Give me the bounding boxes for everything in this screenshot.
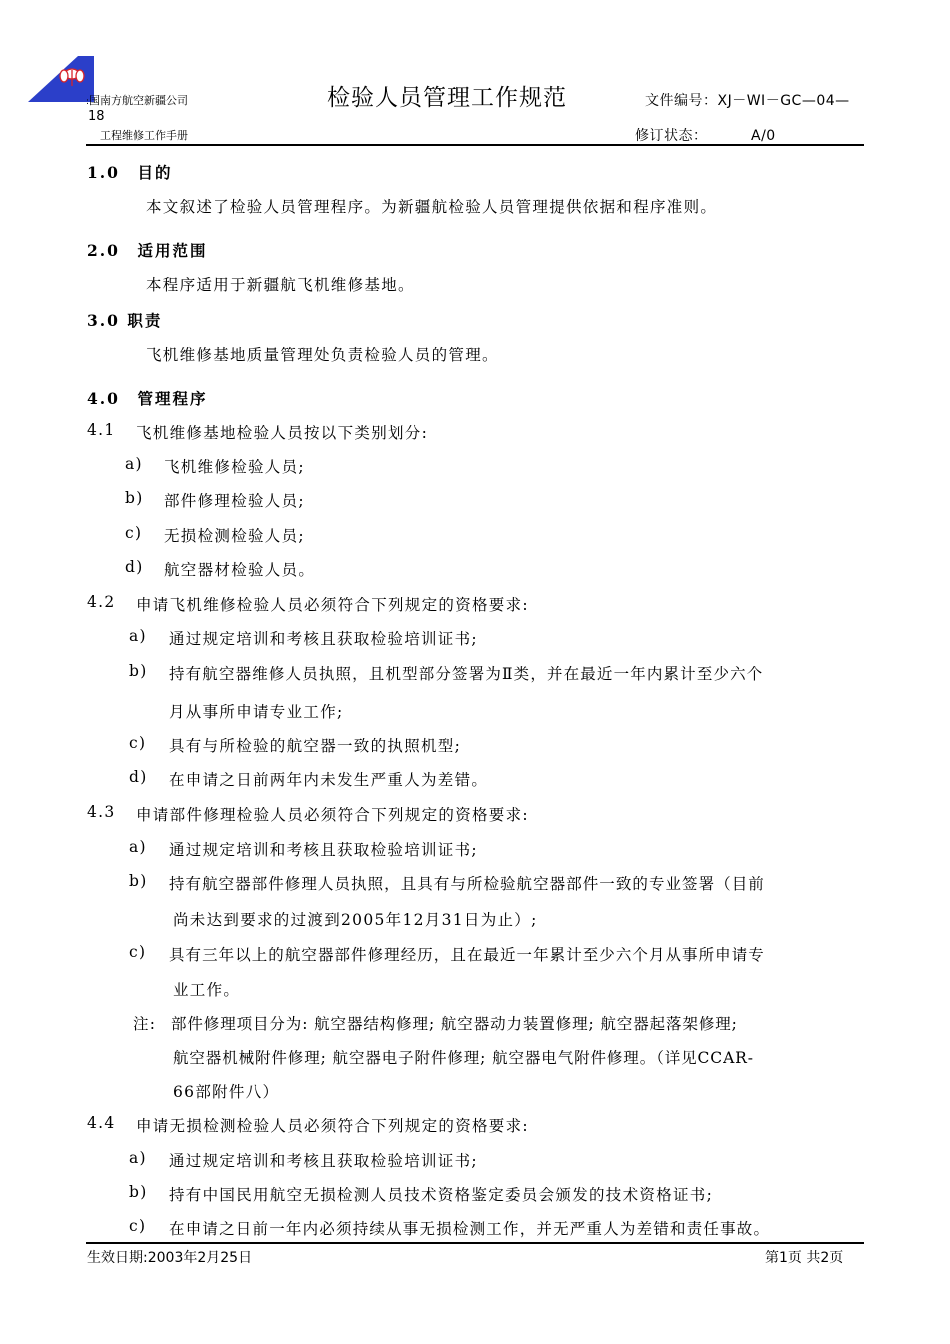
list-item-text: 具有三年以上的航空器部件修理经历，且在最近一年累计至少六个月从事所申请专 [169, 946, 765, 964]
clause-4-4-text: 申请无损检测检验人员必须符合下列规定的资格要求: [136, 1117, 529, 1135]
clause-4-2-number: 4.2 [87, 593, 116, 611]
list-item-marker: a) [129, 1149, 147, 1167]
page-title: 检验人员管理工作规范 [327, 85, 567, 111]
list-item-marker: c) [125, 524, 143, 542]
list-item-text: 持有航空器维修人员执照，且机型部分签署为Ⅱ类，并在最近一年内累计至少六个 [169, 665, 764, 683]
footer-divider [86, 1242, 864, 1244]
list-item-text: 通过规定培训和考核且获取检验培训证书; [169, 630, 478, 648]
doc-number: 文件编号：XJ－WI－GC—04— [645, 93, 850, 109]
header-company-name: 国南方航空新疆公司 [89, 94, 189, 107]
list-item-marker: c) [129, 1217, 147, 1235]
list-item-marker: a) [129, 838, 147, 856]
list-item-text: 具有与所检验的航空器一致的执照机型; [169, 737, 462, 755]
revision-label: 修订状态： [635, 128, 708, 144]
list-item-text: 持有中国民用航空无损检测人员技术资格鉴定委员会颁发的技术资格证书; [169, 1186, 714, 1204]
list-item-marker: a) [125, 455, 143, 473]
note-line: 航空器机械附件修理; 航空器电子附件修理; 航空器电气附件修理。（详见CCAR- [173, 1049, 754, 1067]
list-item-marker: b) [129, 1183, 148, 1201]
section-2-body: 本程序适用于新疆航飞机维修基地。 [146, 276, 415, 294]
clause-4-3-number: 4.3 [87, 803, 116, 821]
list-item-marker: b) [129, 662, 148, 680]
header-page-fragment: 18 [88, 109, 105, 124]
list-item-marker: d) [129, 768, 148, 786]
list-item-marker: c) [129, 734, 147, 752]
section-1-heading: 1.0 目的 [87, 163, 173, 182]
list-item-text: 在申请之日前两年内未发生严重人为差错。 [169, 771, 489, 789]
list-item-continuation: 业工作。 [173, 981, 241, 999]
company-logo [28, 56, 94, 102]
list-item-continuation: 月从事所申请专业工作; [169, 703, 344, 721]
clause-4-1-number: 4.1 [87, 421, 116, 439]
page-number: 第1页 共2页 [765, 1250, 844, 1266]
list-item-marker: b) [125, 489, 144, 507]
note-marker: 注: [133, 1015, 157, 1033]
list-item-text: 在申请之日前一年内必须持续从事无损检测工作，并无严重人为差错和责任事故。 [169, 1220, 771, 1238]
note-line: 部件修理项目分为: 航空器结构修理; 航空器动力装置修理; 航空器起落架修理; [171, 1015, 738, 1033]
list-item-marker: c) [129, 943, 147, 961]
clause-4-4-number: 4.4 [87, 1114, 116, 1132]
list-item-text: 飞机维修检验人员; [164, 458, 305, 476]
list-item-text: 航空器材检验人员。 [164, 561, 316, 579]
effective-date: 生效日期:2003年2月25日 [87, 1250, 253, 1266]
section-3-heading: 3.0 职责 [87, 311, 163, 330]
header-manual-name: 工程维修工作手册 [100, 129, 188, 142]
list-item-marker: a) [129, 627, 147, 645]
list-item-continuation: 尚未达到要求的过渡到2005年12月31日为止）; [173, 911, 538, 929]
section-1-body: 本文叙述了检验人员管理程序。为新疆航检验人员管理提供依据和程序准则。 [146, 198, 718, 216]
header-company-fragment [86, 94, 188, 109]
clause-4-1-text: 飞机维修基地检验人员按以下类别划分: [136, 424, 429, 442]
section-2-heading: 2.0 适用范围 [87, 241, 208, 260]
list-item-marker: d) [125, 558, 144, 576]
note-line: 66部附件八） [173, 1083, 280, 1101]
clause-4-2-text: 申请飞机维修检验人员必须符合下列规定的资格要求: [136, 596, 529, 614]
list-item-marker: b) [129, 872, 148, 890]
revision-value: A/0 [751, 128, 776, 144]
list-item-text: 持有航空器部件修理人员执照，且具有与所检验航空器部件一致的专业签署（目前 [169, 875, 765, 893]
clause-4-3-text: 申请部件修理检验人员必须符合下列规定的资格要求: [136, 806, 529, 824]
header-divider [86, 144, 864, 146]
list-item-text: 通过规定培训和考核且获取检验培训证书; [169, 841, 478, 859]
section-4-heading: 4.0 管理程序 [87, 389, 208, 408]
header-edge-mark: : [86, 97, 90, 107]
section-3-body: 飞机维修基地质量管理处负责检验人员的管理。 [146, 346, 499, 364]
list-item-text: 通过规定培训和考核且获取检验培训证书; [169, 1152, 478, 1170]
list-item-text: 无损检测检验人员; [164, 527, 305, 545]
list-item-text: 部件修理检验人员; [164, 492, 305, 510]
